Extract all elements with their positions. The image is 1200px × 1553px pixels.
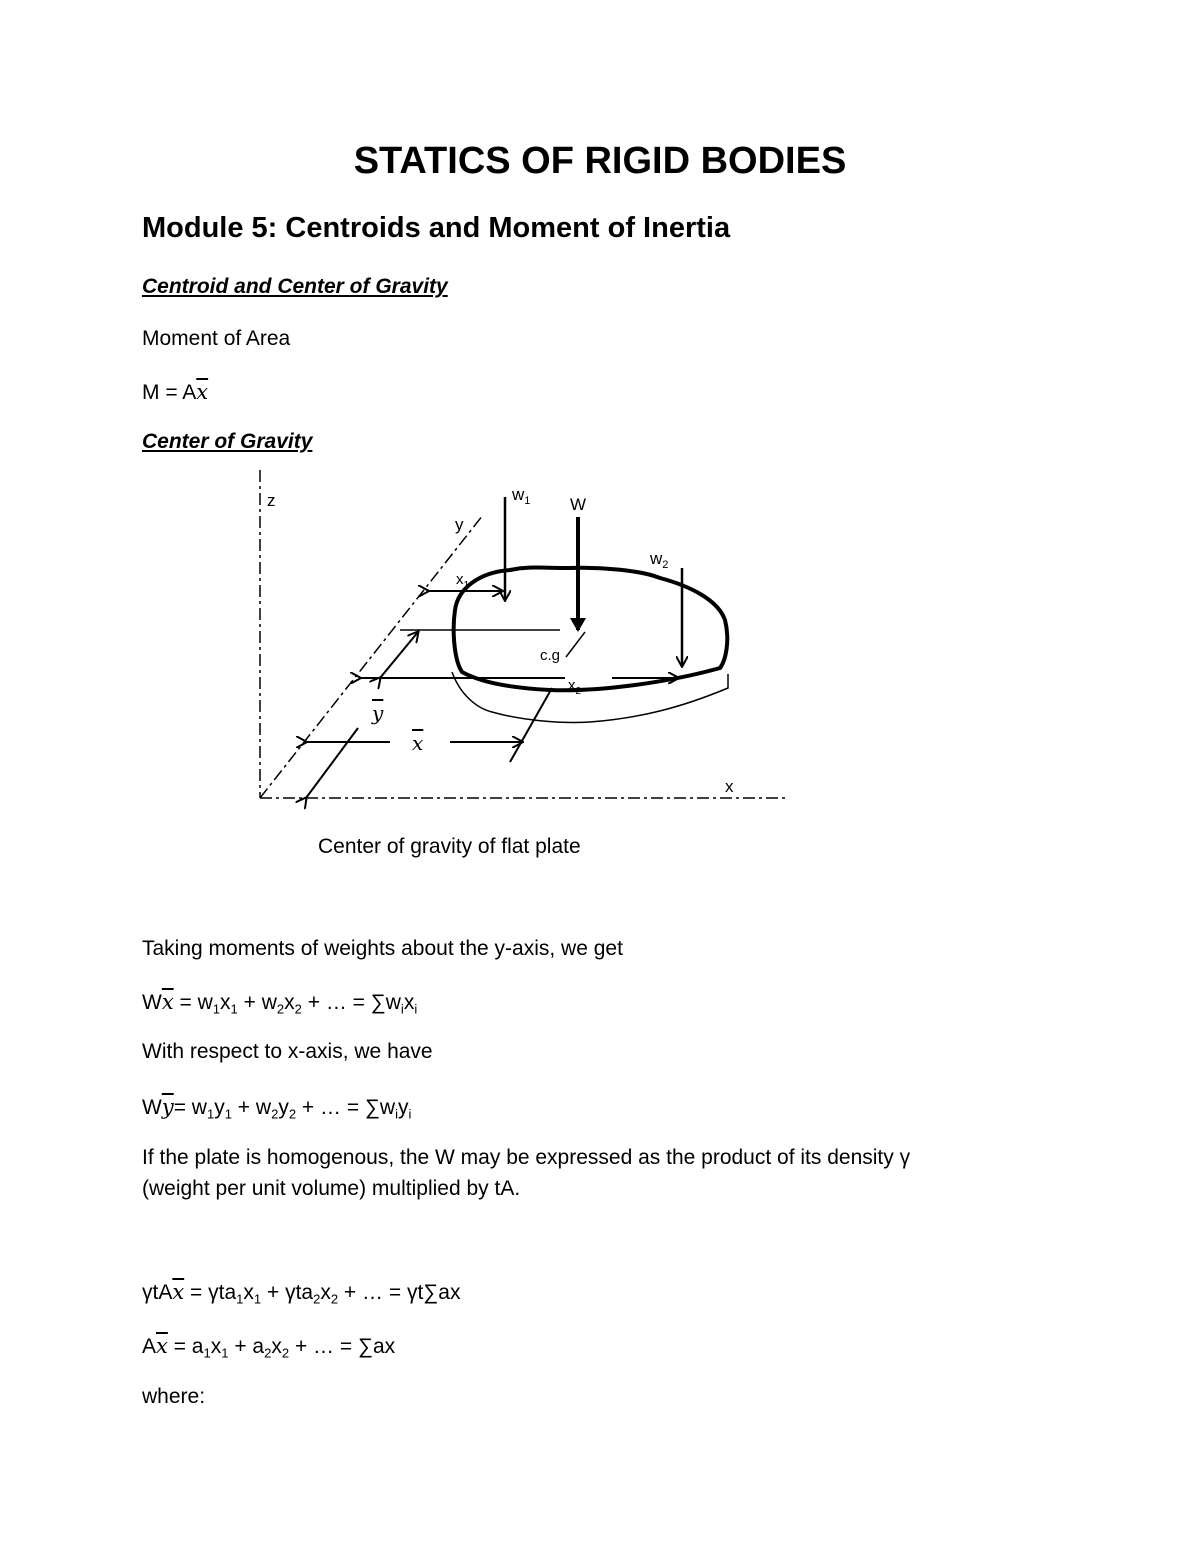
paragraph-homogenous-2: (weight per unit volume) multiplied by tA.	[142, 1177, 521, 1200]
equation-area: $A\overline{x} = a_1x_1 + a_2x_2$ + … = ∑ax	[142, 1334, 396, 1361]
ybar-projection	[306, 728, 358, 798]
x-bar-symbol: $\overline{x}$	[196, 380, 209, 404]
section-heading-cg: Center of Gravity	[142, 430, 313, 453]
where-label: where:	[142, 1385, 206, 1408]
x1-label: $x_1$	[456, 571, 470, 591]
cg-leader	[566, 632, 585, 657]
moment-equation: $M = A\overline{x}$	[142, 380, 209, 404]
y-axis	[260, 515, 483, 798]
w-label: W	[570, 495, 587, 514]
module-heading: Module 5: Centroids and Moment of Inertia	[142, 212, 731, 244]
plate-top-outline	[454, 568, 728, 691]
cg-label: c.g	[540, 647, 561, 664]
section-heading-centroid: Centroid and Center of Gravity	[142, 275, 448, 298]
equation-gamma: $\gamma tA\overline{x} = \gamma ta_1x_1 + \gamma ta_2x_2$ + … = γt∑ax	[142, 1280, 461, 1307]
xbar-projection	[510, 688, 552, 762]
w1-label: $w_1$	[512, 485, 531, 507]
x2-label: $x_2$	[568, 677, 582, 697]
page-title: STATICS OF RIGID BODIES	[353, 140, 847, 182]
x-axis-label: x	[725, 777, 734, 796]
paragraph-homogenous-1: If the plate is homogenous, the W may be expressed as the product of its density γ	[142, 1146, 911, 1169]
figure-caption: Center of gravity of flat plate	[318, 835, 581, 858]
plate-edge	[452, 672, 728, 723]
y-axis-label: y	[455, 515, 464, 534]
z-axis-label: z	[267, 491, 276, 510]
ybar-label: y	[372, 701, 384, 725]
equation-wx: $W\overline{x} = w_1x_1 + w_2x_2$ + … = $\sum w_ix_i$	[142, 990, 418, 1017]
cg-diagram	[240, 460, 800, 810]
w2-label: $w_2$	[650, 549, 669, 571]
moment-of-area-label: Moment of Area	[142, 327, 291, 350]
xbar-label: x	[412, 731, 424, 755]
paragraph-moments-x: With respect to x-axis, we have	[142, 1040, 433, 1063]
equation-wy: $W\overline{y}= w_1y_1 + w_2y_2$ + … = $\sum w_iy_i$	[142, 1095, 412, 1122]
paragraph-moments-y: Taking moments of weights about the y-axis, we get	[142, 937, 623, 960]
